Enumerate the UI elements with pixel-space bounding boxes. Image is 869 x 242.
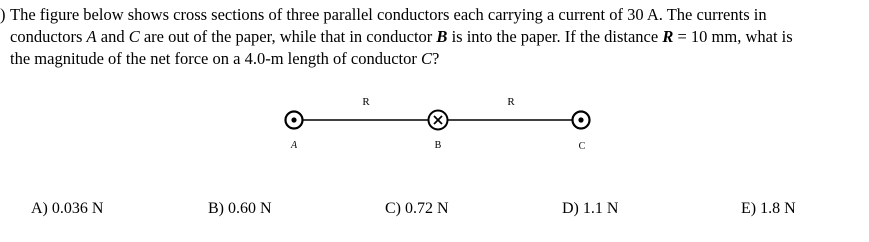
text-fragment: is into the paper. If the distance [447, 27, 663, 46]
symbol-r: R [662, 27, 674, 46]
conductor-a [286, 112, 303, 129]
out-of-page-dot-icon [578, 117, 583, 122]
text-fragment: the magnitude of the net force on a 4.0-m length of conductor [10, 49, 421, 68]
text-fragment: and [96, 27, 129, 46]
conductor-c [573, 112, 590, 129]
distance-label-bc: R [507, 96, 515, 108]
conductor-a-label: A [290, 140, 298, 151]
symbol-b: B [436, 27, 448, 46]
symbol-c: C [128, 27, 140, 46]
text-fragment: conductors [10, 27, 87, 46]
choice-c[interactable]: C) 0.72 N [385, 200, 449, 217]
distance-label-ab: R [362, 96, 370, 108]
choice-b[interactable]: B) 0.60 N [208, 200, 272, 217]
text-fragment: are out of the paper, while that in conductor [139, 27, 437, 46]
question-number-fragment: ) [0, 5, 6, 24]
symbol-a: A [86, 27, 97, 46]
conductor-b-label: B [434, 140, 442, 151]
choice-d[interactable]: D) 1.1 N [562, 200, 619, 217]
conductor-b [429, 111, 448, 130]
text-fragment: = 10 mm, what is [673, 27, 793, 46]
question-line-1-text: The figure below shows cross sections of three parallel conductors each carrying a current of 30 A. The currents in [10, 5, 767, 24]
text-fragment: ? [432, 49, 440, 68]
choice-a[interactable]: A) 0.036 N [31, 200, 104, 217]
conductor-c-label: C [578, 141, 586, 152]
out-of-page-dot-icon [291, 117, 296, 122]
choice-e[interactable]: E) 1.8 N [741, 200, 796, 217]
symbol-c: C [421, 49, 433, 68]
